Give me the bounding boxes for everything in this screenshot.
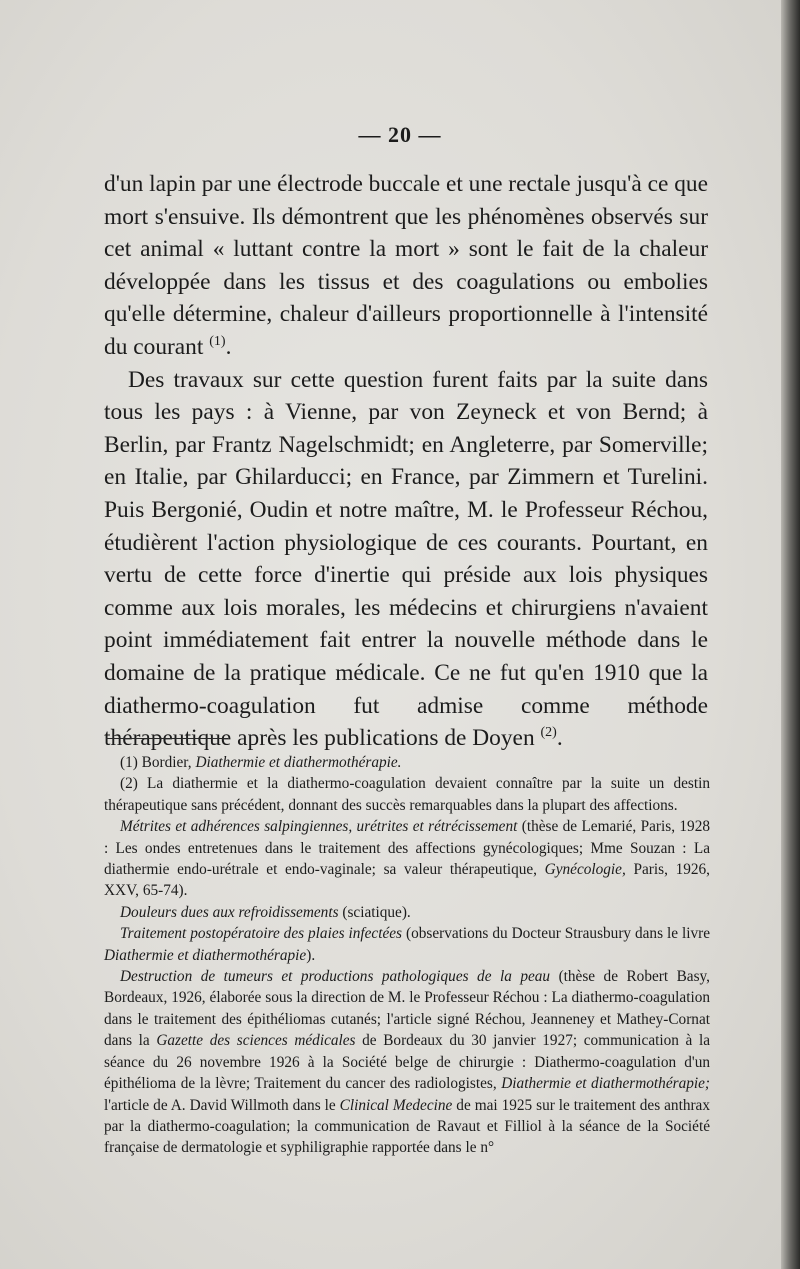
traitement-text-2: ). [306,946,316,964]
destruction-text-2: de Bordeaux du 30 janvier 1927; communication à la séance du 26 novembre 1926 à la Société belge de chirurgie : Diathermo-coagulation d'un épithélioma de la lèvre; Traitement du cancer des radiologistes, [104,1032,711,1093]
destruction-text-3: l'article de A. David Willmoth dans le [104,1096,336,1114]
footnote-1-marker: (1) [120,754,138,771]
footnote-ref-1: (1) [209,334,226,350]
footnote-ref-2: (2) [540,725,557,741]
footnote-1 [104,752,710,773]
paragraph-2 [104,364,708,755]
paragraph-1-text: d'un lapin par une électrode buccale et une rectale jusqu'à ce que mort s'ensuive. Ils démontrent que les phénomènes observés sur cet animal « luttant contre la mort » sont le fait de la chaleur développée dans les tissus et des coagulations ou embolies qu'elle détermine, chaleur d'ailleurs proportionnelle à l'intensité du courant [104,171,708,360]
douleurs-text: (sciatique). [342,903,411,921]
destruction-text: (thèse de Robert Basy, Bordeaux, 1926, élaborée sous la direction de M. le Professeur Réchou : La diathermo-coagulation dans le traitement des épithéliomas cutanés; l'article signé Réchou, Jeanneney et Mathey-Cornat dans la [104,968,711,1050]
traitement-text: (observations du Docteur Strausbury dans le livre [405,925,710,943]
footnote-metrites [104,816,710,902]
destruction-book: Diathermie et diathermothérapie; [501,1075,710,1093]
paragraph-2-text: Des travaux sur cette question furent faits par la suite dans tous les pays : à Vienne, par von Zeyneck et von Bernd; à Berlin, par Frantz Nagelschmidt; en Angleterre, par Somerville; en Italie, par Ghilarducci; en France, par Zimmern et Turelini. Puis Bergonié, Oudin et notre maître, M. le Professeur Réchou, étudièrent l'action physiologique de ces courants. Pourtant, en vertu de cette force d'inertie qui préside aux lois physiques comme aux lois morales, les médecins et chirurgiens n'avaient point immédiatement fait entrer la nouvelle méthode dans le domaine de la pratique médicale. Ce ne fut qu'en 1910 que la diathermo-coagulation fut admise comme méthode thérapeutique après les publications de Doyen [104,366,708,752]
douleurs-title: Douleurs dues aux refroidissements [120,903,339,921]
footnote-1-text: Bordier, [141,754,192,771]
paragraph-1-end: . [225,333,232,360]
traitement-book: Diathermie et diathermothérapie [104,946,307,964]
metrites-journal: Gynécologie, [544,861,626,879]
metrites-text: (thèse de Lemarié, Paris, 1928 : Les ondes entretenues dans le traitement des affections gynécologiques; Mme Souzan : La diathermie endo-urétrale et endo-vaginale; sa valeur thérapeutique, [104,818,710,879]
destruction-text-4: de mai 1925 sur le traitement des anthrax par la diathermo-coagulation; la communication de Ravaut et Filliol à la séance de la Société française de dermatologie et syphiligraphie rapportée dans le n° [104,1096,710,1157]
paragraph-2-end: . [556,725,563,752]
metrites-title: Métrites et adhérences salpingiennes, urétrites et rétrécissement [120,818,518,836]
book-spine-shadow [781,0,800,1269]
destruction-title: Destruction de tumeurs et productions pathologiques de la peau [120,968,551,986]
destruction-journal-2: Clinical Medecine [339,1096,453,1114]
metrites-text-2: Paris, 1926, XXV, 65-74). [104,861,710,900]
footnotes [104,752,710,1159]
footnote-2-text: La diathermie et la diathermo-coagulation devaient connaître par la suite un destin thérapeutique sans précédent, donnant des succès remarquables dans la plupart des affections. [104,775,710,814]
footnote-2 [104,773,710,816]
page-number: — 20 — [358,122,442,147]
footnote-destruction [104,966,710,1159]
main-text [104,168,708,755]
paragraph-1 [104,168,708,364]
footnote-2-marker: (2) [120,775,138,793]
traitement-title: Traitement postopératoire des plaies infectées [120,925,403,943]
footnote-divider [106,738,228,739]
destruction-journal-1: Gazette des sciences médicales [156,1032,356,1050]
footnote-traitement [104,923,710,966]
footnote-douleurs [104,902,710,923]
footnote-1-title: Diathermie et diathermothérapie. [195,754,402,771]
